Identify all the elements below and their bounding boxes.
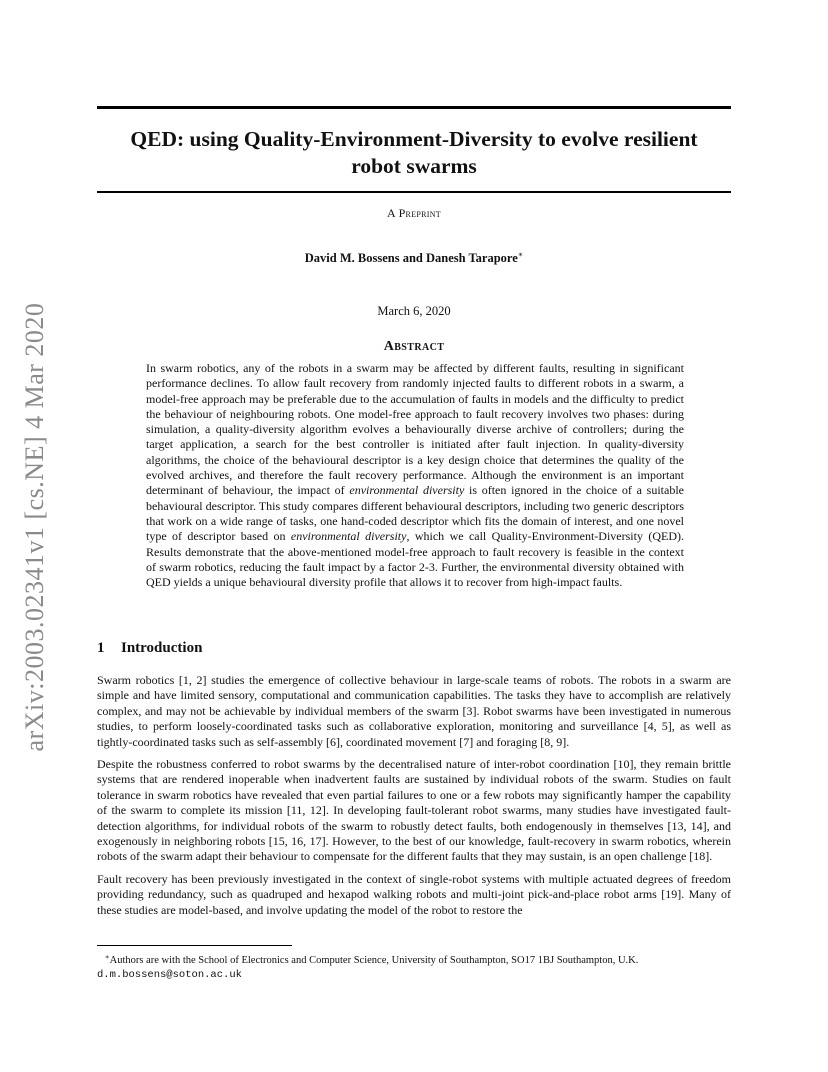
title-line-2: robot swarms: [351, 154, 477, 178]
abstract-emphasis-1: environmental diversity: [349, 483, 465, 498]
paragraph: Despite the robustness conferred to robot swarms by the decentralised nature of inter-robot coordination [10], they remain brittle systems that are rendered inoperable when inadvertent faults are sustained by individual robots of the swarm. Studies on fault tolerance in swarm robotics have revealed that even partial failures to one or a few robots may significantly hamper the capability of the swarm to complete its mission [11, 12]. In developing fault-tolerant robot swarms, many studies have investigated fault-detection algorithms, for individual robots of the swarm to robustly detect faults, both endogenously in themselves [13, 14], and exogenously in neighboring robots [15, 16, 17]. However, to the best of our knowledge, fault-recovery in swarm robotics, wherein robots of the swarm adapt their behaviour to compensate for the different faults that they may sustain, is an open challenge [18].: [97, 757, 731, 864]
abstract-part-1: In swarm robotics, any of the robots in a swarm may be affected by different faults, resulting in significant performance declines. To allow fault recovery from randomly injected faults to different robots in a swarm, a model-free approach may be preferable due to the accumulation of faults in models and the difficulty to predict the behaviour of neighbouring robots. One model-free approach to fault recovery involves two phases: during simulation, a quality-diversity algorithm evolves a behaviourally diverse archive of controllers; during the target application, a search for the best controller is initiated after fault injection. In quality-diversity algorithms, the choice of the behavioural descriptor is a key design choice that determines the quality of the evolved archives, and therefore the fault recovery performance. Although the environment is an important determinant of behaviour, the impact of: [146, 361, 684, 498]
footnote: [97, 950, 737, 982]
title-rule-bottom: [97, 191, 731, 193]
abstract-part-2: is often ignored in the choice of a suitable behavioural descriptor. This study compares different behavioural descriptors, including two generic descriptors that work on a wide range of tasks, one hand-coded descriptor which fits the domain of interest, and one novel type of descriptor based on: [146, 483, 684, 544]
author-footnote-mark: ∗: [517, 250, 524, 259]
paragraph: Fault recovery has been previously investigated in the context of single-robot systems with multiple actuated degrees of freedom providing redundancy, such as quadruped and hexapod walking robots and multi-joint pick-and-place robot arms [19]. Many of these studies are model-based, and involve updating the model of the robot to restore the: [97, 871, 731, 917]
section-number: 1: [97, 640, 105, 656]
title-rule-top: [97, 106, 731, 109]
footnote-mark: ∗: [104, 953, 110, 961]
abstract-text: [146, 361, 684, 590]
abstract-part-3: , which we call Quality-Environment-Diversity (QED). Results demonstrate that the above-mentioned model-free approach to fault recovery is feasible in the context of swarm robotics, reducing the fault impact by a factor 2-3. Further, the environmental diversity obtained with QED yields a unique behavioural diversity profile that allows it to recover from high-impact faults.: [146, 529, 684, 590]
section-title: Introduction: [121, 640, 203, 656]
authors: [97, 250, 731, 266]
abstract-heading: Abstract: [383, 339, 445, 354]
abstract-emphasis-2: environmental diversity: [290, 529, 407, 544]
body-text: [97, 673, 731, 925]
paragraph: Swarm robotics [1, 2] studies the emergence of collective behaviour in large-scale teams of robots. The robots in a swarm are simple and have limited sensory, computational and communication capabilities. The tasks they have to accomplish are relatively complex, and may not be achievable by individual members of the swarm [3]. Robot swarms have been investigated in numerous studies, to perform loosely-coordinated tasks such as collaborative exploration, monitoring and surveillance [4, 5], as well as tightly-coordinated tasks such as self-assembly [6], coordinated movement [7] and foraging [8, 9].: [97, 673, 731, 749]
footnote-email: d.m.bossens@soton.ac.uk: [97, 969, 242, 981]
preprint-label: A Preprint: [386, 206, 441, 220]
footnote-text: Authors are with the School of Electronics and Computer Science, University of Southampton, SO17 1BJ Southampton, U.K.: [109, 955, 639, 966]
title-line-1: QED: using Quality-Environment-Diversity to evolve resilient: [130, 127, 698, 151]
author-names: David M. Bossens and Danesh Tarapore: [304, 251, 518, 265]
section-heading: [97, 640, 202, 657]
paper-title: [97, 126, 731, 180]
arxiv-stamp: arXiv:2003.02341v1 [cs.NE] 4 Mar 2020: [20, 302, 49, 752]
paper-date: March 6, 2020: [377, 304, 451, 318]
footnote-rule: [97, 945, 292, 946]
